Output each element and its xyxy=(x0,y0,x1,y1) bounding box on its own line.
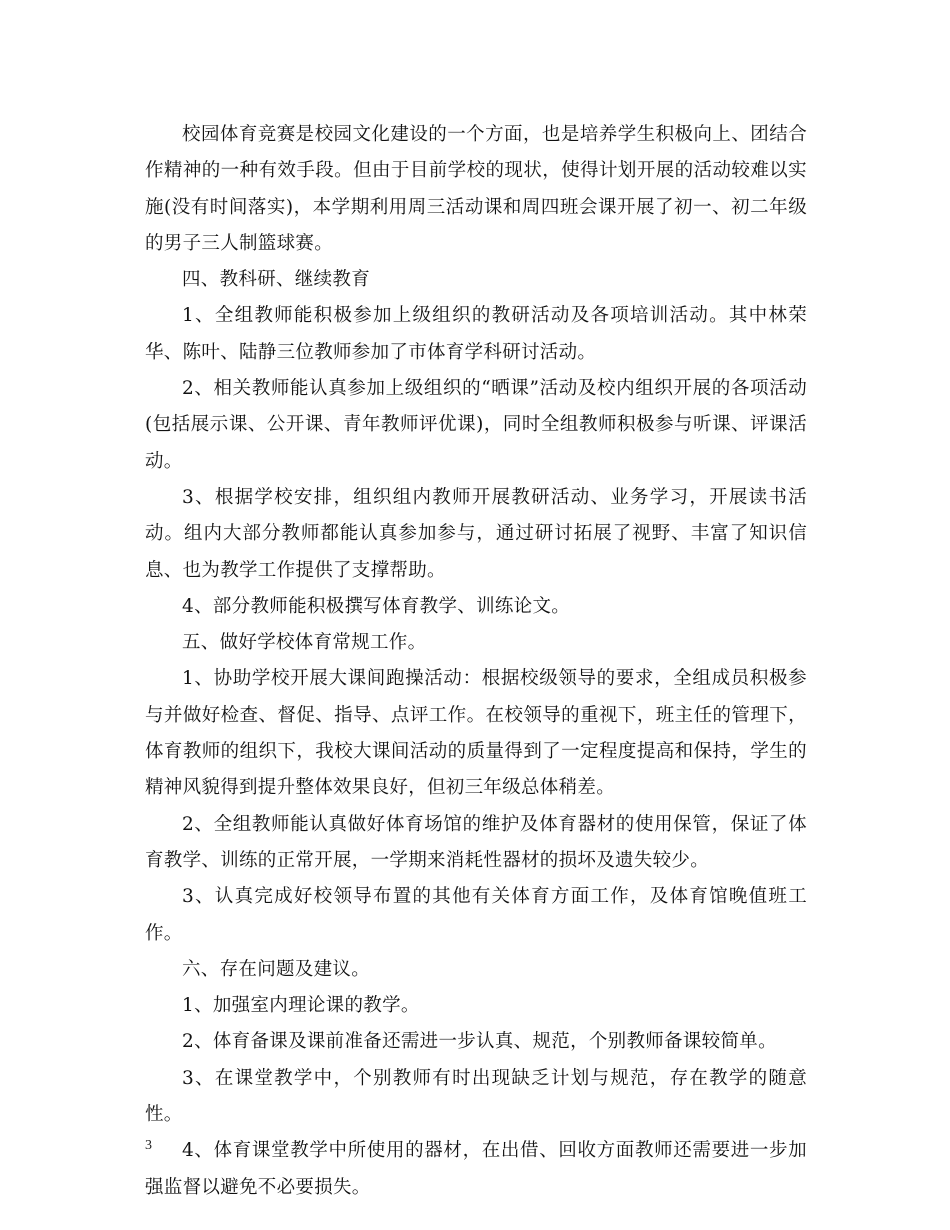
paragraph-research-item-2: 2、相关教师能认真参加上级组织的“晒课”活动及校内组织开展的各项活动(包括展示课、公开课、青年教师评优课)，同时全组教师积极参与听课、评课活动。 xyxy=(145,378,807,472)
paragraph-problem-item-4: 4、体育课堂教学中所使用的器材，在出借、回收方面教师还需要进一步加强监督以避免不必要损失。 xyxy=(145,1140,807,1198)
paragraph-problem-item-2: 2、体育备课及课前准备还需进一步认真、规范，个别教师备课较简单。 xyxy=(182,1031,777,1053)
section-heading-routine-work: 五、做好学校体育常规工作。 xyxy=(182,632,427,654)
document-body xyxy=(145,117,807,1206)
paragraph-routine-item-1: 1、协助学校开展大课间跑操活动：根据校级领导的要求，全组成员积极参与并做好检查、督促、指导、点评工作。在校领导的重视下，班主任的管理下，体育教师的组织下，我校大课间活动的质量得到了一定程度提高和保持，学生的精神风貌得到提升整体效果良好，但初三年级总体稍差。 xyxy=(145,668,807,799)
paragraph-research-item-4: 4、部分教师能积极撰写体育教学、训练论文。 xyxy=(182,595,571,617)
paragraph-routine-item-3: 3、认真完成好校领导布置的其他有关体育方面工作，及体育馆晚值班工作。 xyxy=(145,886,807,944)
paragraph-routine-item-2: 2、全组教师能认真做好体育场馆的维护及体育器材的使用保管，保证了体育教学、训练的正常开展，一学期来消耗性器材的损坏及遗失较少。 xyxy=(145,813,807,871)
paragraph-intro-sports-competition: 校园体育竞赛是校园文化建设的一个方面，也是培养学生积极向上、团结合作精神的一种有效手段。但由于目前学校的现状，使得计划开展的活动较难以实施(没有时间落实)，本学期利用周三活动课和周四班会课开展了初一、初二年级的男子三人制篮球赛。 xyxy=(145,124,807,254)
paragraph-problem-item-3: 3、在课堂教学中，个别教师有时出现缺乏计划与规范，存在教学的随意性。 xyxy=(145,1067,807,1126)
page-number: 3 xyxy=(145,1138,152,1153)
paragraph-research-item-3: 3、根据学校安排，组织组内教师开展教研活动、业务学习，开展读书活动。组内大部分教师都能认真参加参与，通过研讨拓展了视野、丰富了知识信息、也为教学工作提供了支撑帮助。 xyxy=(145,486,807,581)
paragraph-problem-item-1: 1、加强室内理论课的教学。 xyxy=(182,995,420,1017)
section-heading-research-education: 四、教科研、继续教育 xyxy=(182,269,371,291)
paragraph-research-item-1: 1、全组教师能积极参加上级组织的教研活动及各项培训活动。其中林荣华、陈叶、陆静三位教师参加了市体育学科研讨活动。 xyxy=(145,305,807,363)
section-heading-problems-suggestions: 六、存在问题及建议。 xyxy=(182,958,371,980)
